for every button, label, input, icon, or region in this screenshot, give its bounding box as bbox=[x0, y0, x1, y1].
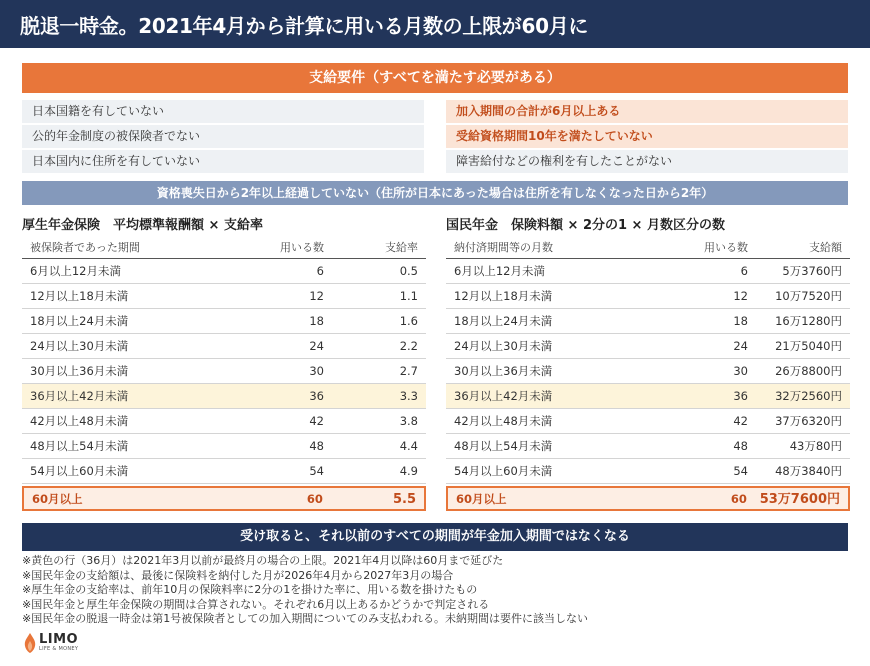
cell-period: 36月以上42月未満 bbox=[30, 389, 129, 403]
cell-months: 36 bbox=[733, 389, 748, 403]
cell-value: 3.8 bbox=[399, 414, 418, 428]
table-row-max bbox=[22, 486, 426, 511]
kokumin-table-title: 国民年金 保険料額 × 2分の1 × 月数区分の数 bbox=[446, 218, 725, 233]
cell-value: 0.5 bbox=[399, 264, 418, 278]
table-row bbox=[446, 309, 850, 334]
cell-period: 6月以上12月未満 bbox=[30, 264, 121, 278]
table-row bbox=[22, 334, 426, 359]
cell-period: 18月以上24月未満 bbox=[454, 314, 553, 328]
cell-value: 10万7520円 bbox=[775, 289, 842, 303]
table-header bbox=[446, 236, 850, 259]
cell-months: 30 bbox=[309, 364, 324, 378]
cell-period: 42月以上48月未満 bbox=[30, 414, 129, 428]
table-row-max bbox=[446, 486, 850, 511]
cell-period: 42月以上48月未満 bbox=[454, 414, 553, 428]
kosei-table-title: 厚生年金保険 平均標準報酬額 × 支給率 bbox=[22, 218, 263, 233]
cell-value: 2.7 bbox=[399, 364, 418, 378]
cell-months: 6 bbox=[740, 264, 748, 278]
cell-value: 1.1 bbox=[399, 289, 418, 303]
cell-period: 30月以上36月未満 bbox=[454, 364, 553, 378]
table-row bbox=[446, 409, 850, 434]
table-row bbox=[22, 284, 426, 309]
logo-name: LIMO bbox=[39, 632, 79, 647]
requirement-item: 公的年金制度の被保険者でない bbox=[22, 125, 424, 148]
header-period: 被保険者であった期間 bbox=[30, 241, 140, 254]
cell-months: 24 bbox=[733, 339, 748, 353]
header-bar bbox=[0, 0, 870, 48]
table-row-highlighted bbox=[446, 384, 850, 409]
cell-months: 30 bbox=[733, 364, 748, 378]
cell-period: 54月以上60月未満 bbox=[454, 464, 553, 478]
cell-value: 1.6 bbox=[399, 314, 418, 328]
requirement-item-highlighted: 加入期間の合計が6月以上ある bbox=[446, 100, 848, 123]
cell-value: 53万7600円 bbox=[759, 492, 840, 507]
table-row bbox=[22, 359, 426, 384]
requirement-item: 日本国内に住所を有していない bbox=[22, 150, 424, 173]
cell-months: 18 bbox=[733, 314, 748, 328]
table-row bbox=[446, 284, 850, 309]
cell-value: 21万5040円 bbox=[775, 339, 842, 353]
note-item: ※厚生年金の支給率は、前年10月の保険料率に2分の1を掛けた率に、用いる数を掛けたもの bbox=[22, 583, 478, 596]
note-item: ※国民年金と厚生年金保険の期間は合算されない。それぞれ6月以上あるかどうかで判定される bbox=[22, 597, 490, 611]
cell-period: 36月以上42月未満 bbox=[454, 389, 553, 403]
cell-value: 26万8800円 bbox=[775, 364, 842, 378]
cell-value: 4.9 bbox=[399, 464, 418, 478]
cell-value: 37万6320円 bbox=[775, 414, 842, 428]
table-row-highlighted bbox=[22, 384, 426, 409]
table-row bbox=[446, 459, 850, 484]
cell-months: 60 bbox=[306, 492, 323, 506]
table-row bbox=[22, 309, 426, 334]
cell-months: 54 bbox=[309, 464, 324, 478]
requirements-right-list bbox=[446, 100, 848, 175]
cell-period: 12月以上18月未満 bbox=[454, 289, 553, 303]
bottom-banner: 受け取ると、それ以前のすべての期間が年金加入期間ではなくなる bbox=[22, 523, 848, 551]
cell-value: 4.4 bbox=[399, 439, 418, 453]
table-row bbox=[446, 359, 850, 384]
page-title: 脱退一時金。2021年4月から計算に用いる月数の上限が60月に bbox=[20, 14, 589, 38]
cell-months: 6 bbox=[316, 264, 324, 278]
cell-period: 24月以上30月未満 bbox=[454, 339, 553, 353]
table-row bbox=[446, 434, 850, 459]
cell-period: 60月以上 bbox=[32, 492, 83, 506]
table-row bbox=[22, 459, 426, 484]
note-item: ※国民年金の脱退一時金は第1号被保険者としての加入期間についてのみ支払われる。未納期間は要件に該当しない bbox=[22, 612, 588, 625]
cell-months: 60 bbox=[730, 492, 747, 506]
cell-period: 12月以上18月未満 bbox=[30, 289, 129, 303]
cell-period: 60月以上 bbox=[456, 492, 507, 506]
cell-period: 30月以上36月未満 bbox=[30, 364, 129, 378]
notes-list bbox=[22, 554, 852, 627]
table-row bbox=[446, 334, 850, 359]
cell-value: 43万80円 bbox=[789, 439, 842, 453]
note-item: ※黄色の行（36月）は2021年3月以前が最終月の場合の上限。2021年4月以降は60月まで延びた bbox=[22, 554, 504, 567]
header-months: 用いる数 bbox=[704, 241, 748, 254]
cell-months: 48 bbox=[733, 439, 748, 453]
header-months: 用いる数 bbox=[280, 241, 324, 254]
requirement-item: 障害給付などの権利を有したことがない bbox=[446, 150, 848, 173]
cell-months: 12 bbox=[733, 289, 748, 303]
cell-months: 48 bbox=[309, 439, 324, 453]
cell-months: 42 bbox=[733, 414, 748, 428]
cell-value: 2.2 bbox=[399, 339, 418, 353]
table-row bbox=[446, 259, 850, 284]
cell-period: 48月以上54月未満 bbox=[30, 439, 129, 453]
cell-months: 54 bbox=[733, 464, 748, 478]
requirements-footer: 資格喪失日から2年以上経過していない（住所が日本にあった場合は住所を有しなくなった日から2年） bbox=[22, 181, 848, 205]
cell-value: 5.5 bbox=[392, 492, 416, 507]
table-row bbox=[22, 259, 426, 284]
cell-period: 48月以上54月未満 bbox=[454, 439, 553, 453]
limo-logo bbox=[24, 632, 78, 654]
cell-period: 6月以上12月未満 bbox=[454, 264, 545, 278]
cell-value: 48万3840円 bbox=[775, 464, 842, 478]
cell-period: 18月以上24月未満 bbox=[30, 314, 129, 328]
table-row bbox=[22, 434, 426, 459]
cell-period: 54月以上60月未満 bbox=[30, 464, 129, 478]
limo-flame-icon bbox=[24, 632, 36, 654]
requirement-item-highlighted: 受給資格期間10年を満たしていない bbox=[446, 125, 848, 148]
cell-months: 24 bbox=[309, 339, 324, 353]
cell-months: 36 bbox=[309, 389, 324, 403]
requirements-title: 支給要件（すべてを満たす必要がある） bbox=[22, 63, 848, 93]
header-value: 支給額 bbox=[809, 241, 842, 254]
note-item: ※国民年金の支給額は、最後に保険料を納付した月が2026年4月から2027年3月の場合 bbox=[22, 568, 454, 582]
cell-value: 32万2560円 bbox=[775, 389, 842, 403]
cell-months: 42 bbox=[309, 414, 324, 428]
logo-tagline: LIFE & MONEY bbox=[39, 646, 79, 652]
kokumin-table bbox=[446, 216, 850, 511]
table-header bbox=[22, 236, 426, 259]
requirement-item: 日本国籍を有していない bbox=[22, 100, 424, 123]
header-period: 納付済期間等の月数 bbox=[454, 241, 553, 254]
cell-months: 12 bbox=[309, 289, 324, 303]
cell-value: 5万3760円 bbox=[782, 264, 842, 278]
header-value: 支給率 bbox=[385, 241, 418, 254]
cell-value: 3.3 bbox=[399, 389, 418, 403]
cell-months: 18 bbox=[309, 314, 324, 328]
cell-value: 16万1280円 bbox=[775, 314, 842, 328]
table-row bbox=[22, 409, 426, 434]
requirements-left-list bbox=[22, 100, 424, 175]
cell-period: 24月以上30月未満 bbox=[30, 339, 129, 353]
kosei-table bbox=[22, 216, 426, 511]
